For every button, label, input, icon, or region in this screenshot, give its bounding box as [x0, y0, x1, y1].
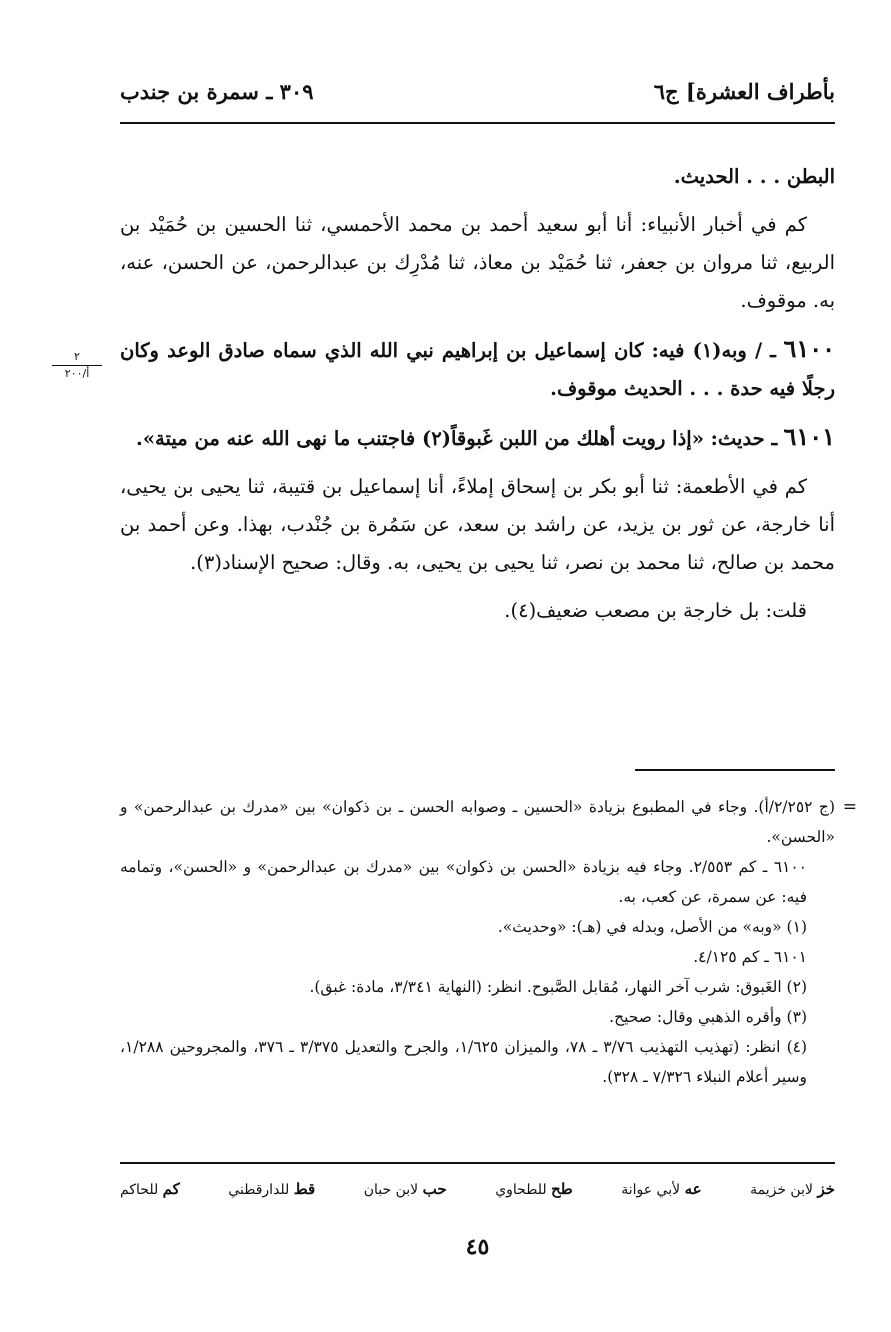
- continuation-mark: =: [842, 797, 857, 817]
- hadith-number: ٦١٠٠: [783, 334, 835, 363]
- footnote-2: (٢) الغَبوق: شرب آخر النهار، مُقابل الصَّبوح. انظر: (النهاية ٣/٣٤١، مادة: غبق).: [309, 978, 807, 996]
- margin-ref-bottom: أ/٢٠٠: [64, 367, 90, 380]
- margin-ref-rule: [52, 365, 102, 366]
- hadith-entry-6100: [120, 330, 835, 408]
- paragraph-comment: قلت: بل خارجة بن مصعب ضعيف(٤).: [504, 599, 807, 622]
- hadith-text: ـ / وبه(١) فيه: كان إسماعيل بن إبراهيم نبي الله الذي سماه صادق الوعد وكان رجلًا فيه حدة . . . الحديث موقوف.: [120, 339, 835, 400]
- hadith-number: ٦١٠١: [783, 422, 835, 451]
- main-text: [120, 158, 835, 640]
- legend-item: عه لأبي عوانة: [621, 1180, 702, 1198]
- margin-manuscript-ref: [52, 350, 102, 381]
- footnote-1: (١) «وبه» من الأصل، وبدله في (هـ): «وحديث».: [497, 918, 807, 936]
- margin-ref-top: ٢: [74, 350, 80, 363]
- legend-item: خز لابن خزيمة: [750, 1180, 835, 1198]
- footnotes: [120, 792, 857, 1092]
- footnote-continuation: [120, 792, 857, 852]
- paragraph-continuation: البطن . . . الحديث.: [673, 165, 835, 188]
- paragraph-source-chain: كم في أخبار الأنبياء: أنا أبو سعيد أحمد بن محمد الأحمسي، ثنا الحسين بن حُمَيْد بن الربيع، ثنا مروان بن جعفر، ثنا حُمَيْد بن معاذ، ثنا مُدْرِك بن عبدالرحمن، عن الحسن، عنه، به. موقوف.: [120, 213, 835, 312]
- hadith-entry-6101: [120, 418, 835, 458]
- legend-item: كم للحاكم: [120, 1180, 180, 1198]
- legend-divider: [120, 1162, 835, 1164]
- footnote-text: (ج ٢/٢٥٢/أ). وجاء في المطبوع بزيادة «الحسين ـ وصوابه الحسن ـ بن ذكوان» بين «مدرك بن عبدالرحمن» و «الحسن».: [120, 798, 835, 846]
- header-chapter-title: ٣٠٩ ـ سمرة بن جندب: [120, 78, 314, 104]
- footnote-divider: [635, 769, 835, 771]
- hadith-text: ـ حديث: «إذا رويت أهلك من اللبن غَبوقاً(٢) فاجتنب ما نهى الله عنه من ميتة».: [136, 427, 778, 450]
- footnote-6101: ٦١٠١ ـ كم ٤/١٢٥.: [693, 948, 807, 966]
- paragraph-isnad: كم في الأطعمة: ثنا أبو بكر بن إسحاق إملاءً، أنا إسماعيل بن قتيبة، ثنا يحيى بن يحيى، أنا خارجة، عن ثور بن يزيد، عن راشد بن سعد، عن سَمُرة بن جُنْدب، بهذا. وعن أحمد بن محمد بن صالح، ثنا محمد بن نصر، ثنا يحيى بن يحيى، به. وقال: صحيح الإسناد(٣).: [120, 475, 835, 574]
- book-page: [120, 0, 857, 1332]
- legend-item: قط للدارقطني: [228, 1180, 316, 1198]
- header-divider: [120, 122, 835, 124]
- running-header: [120, 74, 835, 108]
- footnote-4: (٤) انظر: (تهذيب التهذيب ٣/٧٦ ـ ٧٨، والميزان ١/٦٢٥، والجرح والتعديل ٣/٣٧٥ ـ ٣٧٦، والمجروحين ١/٢٨٨، وسير أعلام النبلاء ٧/٣٢٦ ـ ٣٢٨).: [120, 1038, 808, 1086]
- legend-item: طح للطحاوي: [495, 1180, 573, 1198]
- footnote-3: (٣) وأقره الذهبي وقال: صحيح.: [609, 1008, 807, 1026]
- footnote-6100: ٦١٠٠ ـ كم ٢/٥٥٣. وجاء فيه بزيادة «الحسن بن ذكوان» بين «مدرك بن عبدالرحمن» و «الحسن»، وتمامه فيه: عن سمرة، عن كعب، به.: [120, 858, 807, 906]
- page-number: ٤٥: [465, 1234, 490, 1260]
- abbreviation-legend: [120, 1180, 835, 1198]
- legend-item: حب لابن حبان: [363, 1180, 447, 1198]
- header-book-title: بأطراف العشرة] ج٦: [653, 78, 835, 104]
